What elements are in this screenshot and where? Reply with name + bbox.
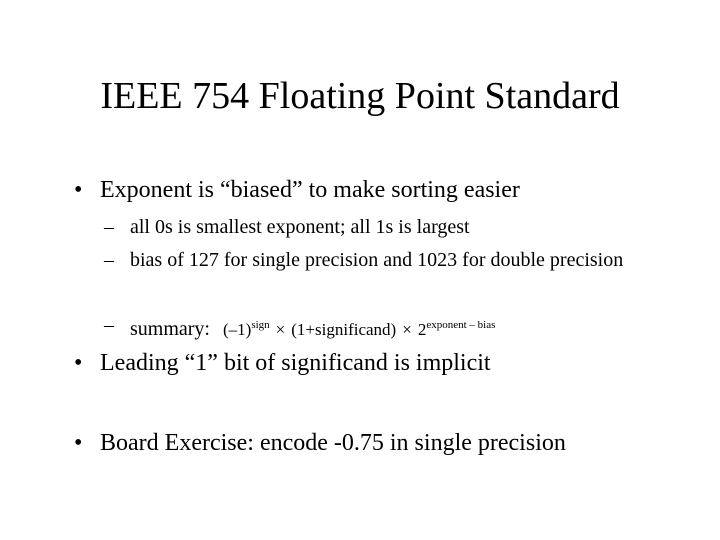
bullet-leading-one bbox=[74, 348, 491, 378]
bullet-marker: • bbox=[74, 177, 83, 203]
bullet-marker: • bbox=[74, 430, 83, 456]
slide-title: IEEE 754 Floating Point Standard bbox=[100, 75, 620, 117]
bullet-text: Leading “1” bit of significand is implicit bbox=[100, 350, 491, 376]
formula-exp1: sign bbox=[251, 319, 270, 331]
bullet-exponent-biased bbox=[74, 175, 520, 205]
dash-marker: – bbox=[104, 216, 114, 238]
bullet-marker: • bbox=[74, 350, 83, 376]
formula-base1: (–1) bbox=[223, 320, 252, 339]
formula-factor: (1+significand) bbox=[291, 320, 397, 339]
summary-formula bbox=[223, 320, 495, 339]
summary-line bbox=[130, 311, 495, 344]
dash-marker: – bbox=[104, 314, 114, 336]
subitem-summary bbox=[104, 311, 495, 344]
bullet-text: Board Exercise: encode -0.75 in single precision bbox=[100, 430, 566, 456]
formula-base2: 2 bbox=[417, 320, 427, 339]
bullet-text: Exponent is “biased” to make sorting easier bbox=[100, 177, 520, 203]
formula-exp2: exponent – bias bbox=[426, 319, 496, 331]
subitem-text: all 0s is smallest exponent; all 1s is largest bbox=[130, 216, 470, 238]
dash-marker: – bbox=[104, 249, 114, 271]
summary-label: summary: bbox=[130, 318, 210, 340]
formula-times-1: × bbox=[275, 320, 286, 339]
bullet-board-exercise bbox=[74, 428, 566, 458]
subitem-bias-values bbox=[104, 246, 640, 275]
subitem-text: bias of 127 for single precision and 1023 for double precision bbox=[130, 249, 624, 271]
formula-times-2: × bbox=[402, 320, 412, 339]
subitem-smallest-largest bbox=[104, 213, 640, 242]
